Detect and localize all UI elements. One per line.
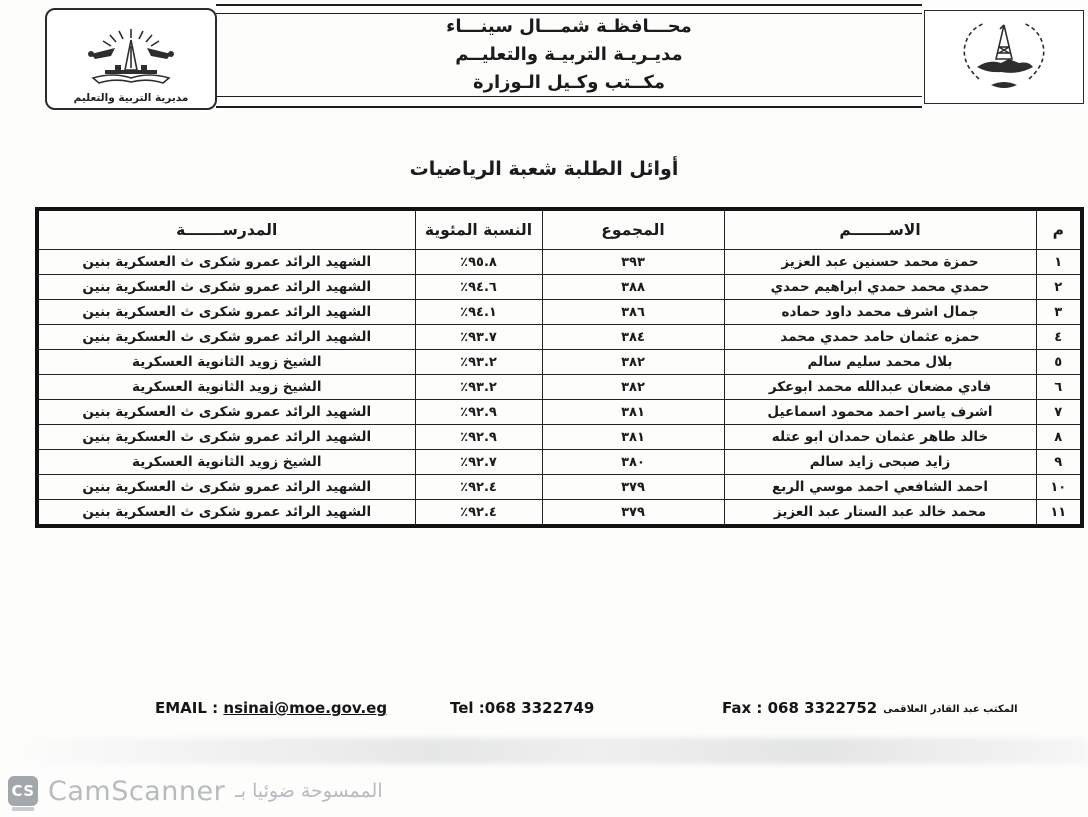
table-row — [37, 375, 1082, 400]
cell-total-score: ٣٨٨ — [542, 275, 724, 300]
scan-shadow-band — [0, 738, 1088, 764]
cell-total-score: ٣٧٩ — [542, 500, 724, 527]
cell-percentage: ٪٩٣.٢ — [415, 350, 542, 375]
cell-percentage: ٪٩٢.٩ — [415, 400, 542, 425]
scanned-with-arabic-text: الممسوحة ضوئيا بـ — [235, 780, 383, 802]
camscanner-brand-text: CamScanner — [48, 775, 226, 807]
governorate-emblem-icon — [949, 15, 1059, 99]
cell-percentage: ٪٩٥.٨ — [415, 250, 542, 275]
education-emblem-icon — [71, 26, 191, 92]
table-row — [37, 275, 1082, 300]
contact-footer — [0, 697, 1088, 723]
cell-school-name: الشهيد الرائد عمرو شكرى ث العسكرية بنين — [37, 475, 415, 500]
camscanner-watermark — [8, 772, 383, 810]
telephone-contact: Tel :068 3322749 — [450, 699, 595, 717]
cell-row-number: ٨ — [1036, 425, 1082, 450]
fax-number: Fax : 068 3322752 — [722, 699, 878, 717]
education-directorate-emblem — [45, 8, 217, 110]
header-cell-total: المجموع — [542, 209, 724, 250]
cell-student-name: خالد طاهر عثمان حمدان ابو عتله — [724, 425, 1036, 450]
cell-school-name: الشيخ زويد الثانوية العسكرية — [37, 375, 415, 400]
cell-student-name: جمال اشرف محمد داود حماده — [724, 300, 1036, 325]
cell-school-name: الشيخ زويد الثانوية العسكرية — [37, 350, 415, 375]
org-line-directorate: مديـريـة التربيـة والتعليــم — [455, 44, 683, 65]
left-emblem-caption: مديرية التربية والتعليم — [73, 92, 189, 104]
table-row — [37, 325, 1082, 350]
camscanner-logo-icon: CS — [8, 776, 38, 806]
cell-total-score: ٣٨٠ — [542, 450, 724, 475]
cell-school-name: الشيخ زويد الثانوية العسكرية — [37, 450, 415, 475]
cell-percentage: ٪٩٣.٢ — [415, 375, 542, 400]
table-row — [37, 425, 1082, 450]
cell-student-name: فادي مضعان عبدالله محمد ابوعكر — [724, 375, 1036, 400]
table-row — [37, 250, 1082, 275]
cell-row-number: ٢ — [1036, 275, 1082, 300]
cell-total-score: ٣٨٢ — [542, 350, 724, 375]
cell-student-name: زايد صبحى زايد سالم — [724, 450, 1036, 475]
cell-student-name: احمد الشافعي احمد موسي الربع — [724, 475, 1036, 500]
top-students-table — [35, 207, 1084, 528]
cell-percentage: ٪٩٢.٩ — [415, 425, 542, 450]
cell-percentage: ٪٩٤.٦ — [415, 275, 542, 300]
table-header-row — [37, 209, 1082, 250]
header-cell-percent: النسبة المئوية — [415, 209, 542, 250]
email-address: nsinai@moe.gov.eg — [223, 699, 388, 717]
cell-school-name: الشهيد الرائد عمرو شكرى ث العسكرية بنين — [37, 425, 415, 450]
cell-total-score: ٣٨١ — [542, 400, 724, 425]
cell-school-name: الشهيد الرائد عمرو شكرى ث العسكرية بنين — [37, 400, 415, 425]
cell-row-number: ٣ — [1036, 300, 1082, 325]
cell-student-name: محمد خالد عبد الستار عبد العزيز — [724, 500, 1036, 527]
cell-percentage: ٪٩٣.٧ — [415, 325, 542, 350]
table-row — [37, 500, 1082, 527]
cell-student-name: اشرف ياسر احمد محمود اسماعيل — [724, 400, 1036, 425]
north-sinai-governorate-emblem — [924, 10, 1084, 104]
page-title: أوائل الطلبة شعبة الرياضيات — [409, 158, 679, 180]
cell-row-number: ١٠ — [1036, 475, 1082, 500]
cell-student-name: حمزه عثمان حامد حمدي محمد — [724, 325, 1036, 350]
cell-total-score: ٣٨٤ — [542, 325, 724, 350]
cell-row-number: ٧ — [1036, 400, 1082, 425]
table-row — [37, 300, 1082, 325]
cell-school-name: الشهيد الرائد عمرو شكرى ث العسكرية بنين — [37, 500, 415, 527]
header-cell-name: الاســـــــم — [724, 209, 1036, 250]
cell-row-number: ١١ — [1036, 500, 1082, 527]
letterhead-org-box — [216, 4, 922, 108]
cell-student-name: بلال محمد سليم سالم — [724, 350, 1036, 375]
fax-office-note: المكتب عبد القادر العلاقمى — [883, 703, 1018, 715]
fax-contact — [722, 699, 1018, 717]
cell-school-name: الشهيد الرائد عمرو شكرى ث العسكرية بنين — [37, 250, 415, 275]
cell-student-name: حمدي محمد حمدي ابراهيم حمدي — [724, 275, 1036, 300]
cell-row-number: ٥ — [1036, 350, 1082, 375]
cell-school-name: الشهيد الرائد عمرو شكرى ث العسكرية بنين — [37, 300, 415, 325]
table-row — [37, 475, 1082, 500]
cell-total-score: ٣٨١ — [542, 425, 724, 450]
org-line-office: مكــتب وكـيل الـوزارة — [473, 72, 665, 93]
cell-row-number: ٩ — [1036, 450, 1082, 475]
email-contact — [155, 699, 387, 717]
table-row — [37, 400, 1082, 425]
table-row — [37, 450, 1082, 475]
header-cell-number: م — [1036, 209, 1082, 250]
cell-percentage: ٪٩٢.٧ — [415, 450, 542, 475]
cell-row-number: ٤ — [1036, 325, 1082, 350]
email-label: EMAIL : — [155, 699, 219, 717]
cell-percentage: ٪٩٢.٤ — [415, 475, 542, 500]
cell-total-score: ٣٧٩ — [542, 475, 724, 500]
header-cell-school: المدرســـــــة — [37, 209, 415, 250]
cell-school-name: الشهيد الرائد عمرو شكرى ث العسكرية بنين — [37, 325, 415, 350]
cell-total-score: ٣٨٦ — [542, 300, 724, 325]
cell-row-number: ١ — [1036, 250, 1082, 275]
cell-total-score: ٣٩٣ — [542, 250, 724, 275]
cell-percentage: ٪٩٤.١ — [415, 300, 542, 325]
cell-student-name: حمزة محمد حسنين عبد العزيز — [724, 250, 1036, 275]
cell-total-score: ٣٨٢ — [542, 375, 724, 400]
cell-row-number: ٦ — [1036, 375, 1082, 400]
table-row — [37, 350, 1082, 375]
cell-percentage: ٪٩٢.٤ — [415, 500, 542, 527]
org-line-governorate: محـــافظـة شمـــال سينـــاء — [446, 16, 692, 37]
cell-school-name: الشهيد الرائد عمرو شكرى ث العسكرية بنين — [37, 275, 415, 300]
